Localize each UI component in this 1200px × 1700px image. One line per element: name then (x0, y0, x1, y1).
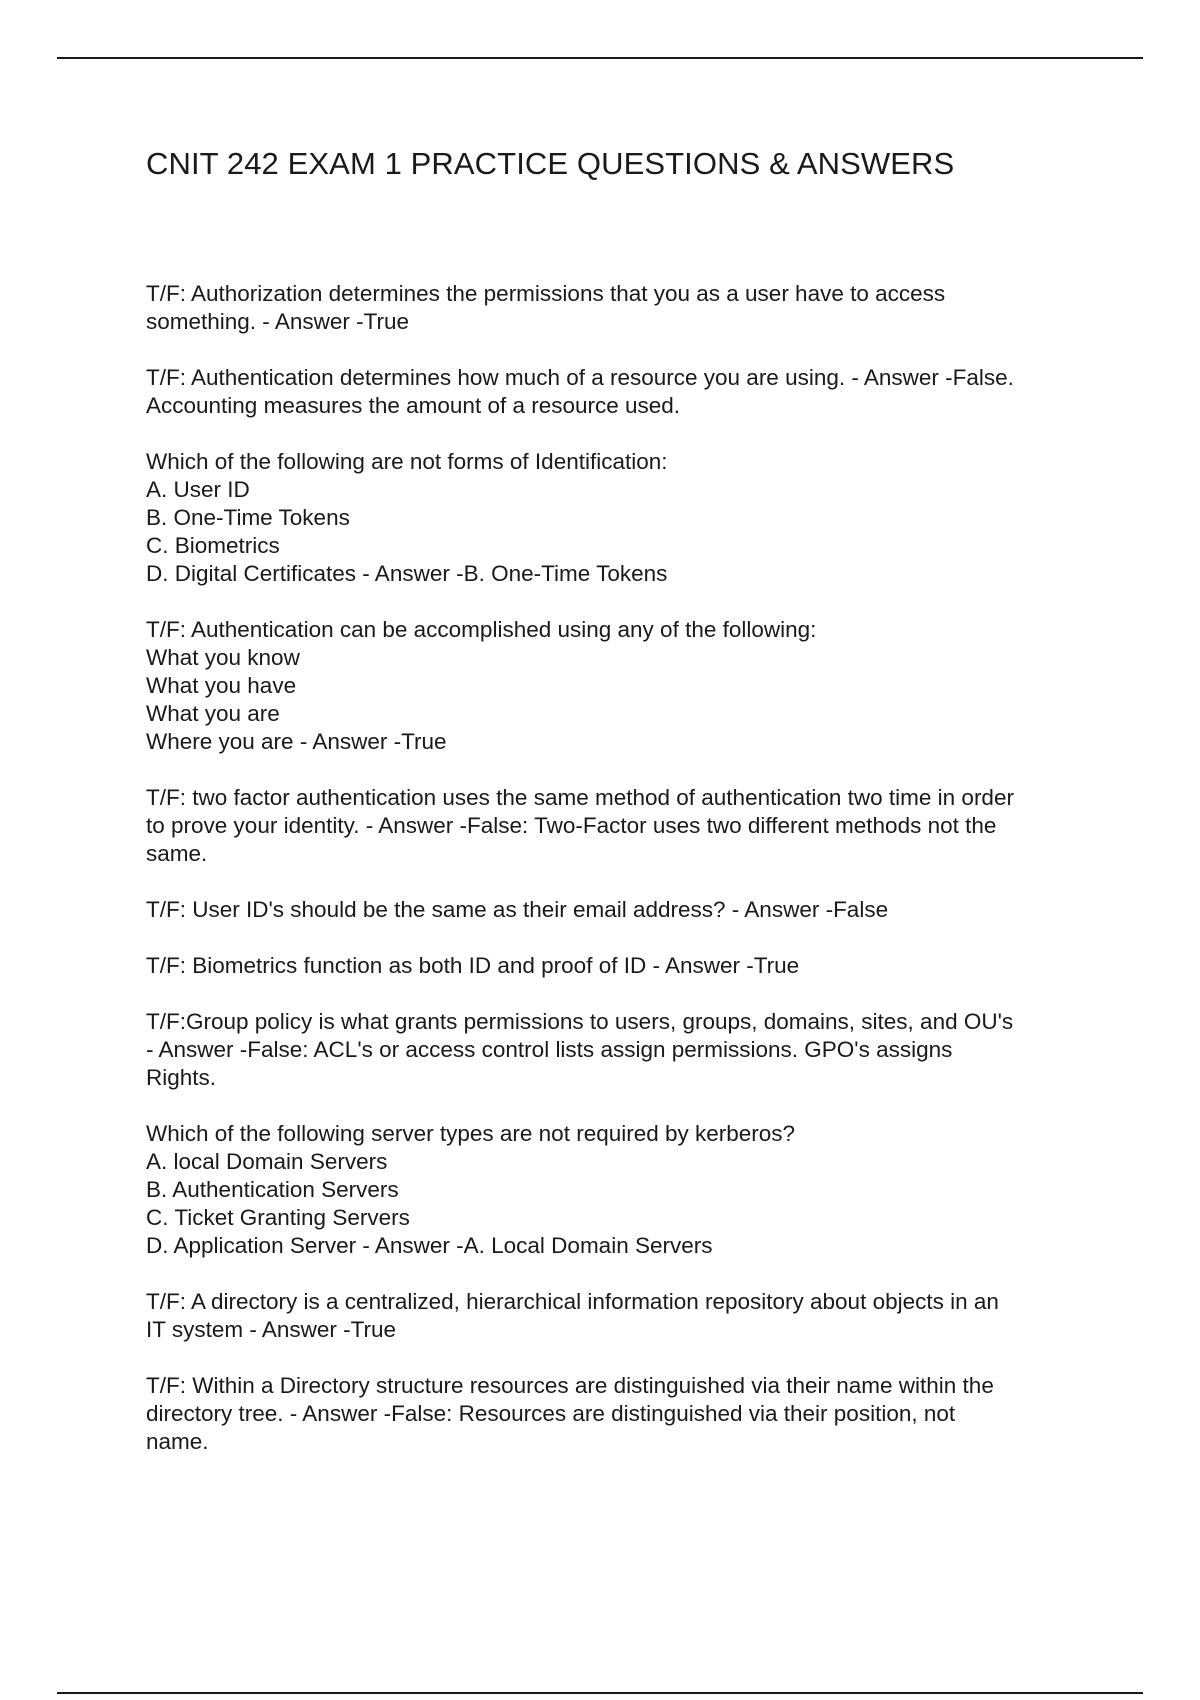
qa-line: name. (146, 1429, 209, 1454)
qa-item-7 (146, 952, 1106, 980)
qa-line: A. local Domain Servers (146, 1149, 388, 1174)
qa-line: T/F: two factor authentication uses the same method of authentication two time in order (146, 785, 1014, 810)
qa-item-4 (146, 616, 1106, 756)
qa-line: something. - Answer -True (146, 309, 410, 334)
qa-item-1 (146, 280, 1106, 336)
qa-item-2 (146, 364, 1106, 420)
top-rule (57, 57, 1143, 59)
document-title: CNIT 242 EXAM 1 PRACTICE QUESTIONS & ANSWERS (146, 146, 955, 181)
qa-line: IT system - Answer -True (146, 1317, 397, 1342)
qa-line: What you know (146, 645, 300, 670)
qa-line: T/F: A directory is a centralized, hierarchical information repository about objects in an (146, 1289, 999, 1314)
qa-item-10 (146, 1288, 1106, 1344)
qa-line: T/F: Within a Directory structure resources are distinguished via their name within the (146, 1373, 994, 1398)
qa-line: same. (146, 841, 208, 866)
qa-item-8 (146, 1008, 1106, 1092)
qa-line: Where you are - Answer -True (146, 729, 447, 754)
qa-line: directory tree. - Answer -False: Resources are distinguished via their position, not (146, 1401, 956, 1426)
qa-line: D. Application Server - Answer -A. Local Domain Servers (146, 1233, 713, 1258)
qa-line: Which of the following are not forms of Identification: (146, 449, 668, 474)
qa-line: What you have (146, 673, 297, 698)
qa-line: A. User ID (146, 477, 250, 502)
qa-line: Which of the following server types are not required by kerberos? (146, 1121, 796, 1146)
qa-line: Rights. (146, 1065, 217, 1090)
qa-line: T/F: User ID's should be the same as their email address? - Answer -False (146, 897, 889, 922)
qa-line: to prove your identity. - Answer -False: Two-Factor uses two different methods not the (146, 813, 997, 838)
qa-line: T/F:Group policy is what grants permissions to users, groups, domains, sites, and OU's (146, 1009, 1014, 1034)
qa-line: C. Biometrics (146, 533, 280, 558)
qa-line: B. One-Time Tokens (146, 505, 350, 530)
qa-line: T/F: Authentication determines how much of a resource you are using. - Answer -False. (146, 365, 1014, 390)
qa-line: T/F: Authorization determines the permissions that you as a user have to access (146, 281, 946, 306)
qa-item-6 (146, 896, 1106, 924)
qa-line: B. Authentication Servers (146, 1177, 399, 1202)
qa-line: Accounting measures the amount of a resource used. (146, 393, 681, 418)
qa-line: C. Ticket Granting Servers (146, 1205, 410, 1230)
question-list (146, 280, 1106, 1484)
bottom-rule (57, 1692, 1143, 1694)
qa-line: T/F: Authentication can be accomplished using any of the following: (146, 617, 817, 642)
qa-line: What you are (146, 701, 280, 726)
qa-item-11 (146, 1372, 1106, 1456)
qa-item-3 (146, 448, 1106, 588)
qa-item-9 (146, 1120, 1106, 1260)
qa-line: D. Digital Certificates - Answer -B. One-Time Tokens (146, 561, 668, 586)
qa-line: T/F: Biometrics function as both ID and proof of ID - Answer -True (146, 953, 800, 978)
qa-item-5 (146, 784, 1106, 868)
qa-line: - Answer -False: ACL's or access control lists assign permissions. GPO's assigns (146, 1037, 953, 1062)
